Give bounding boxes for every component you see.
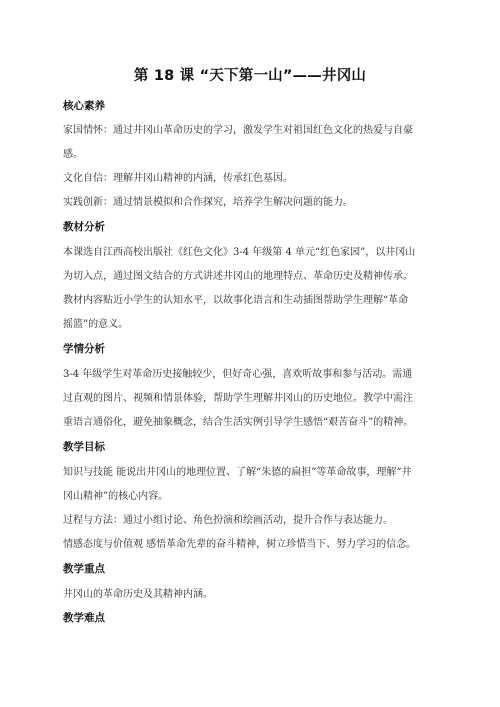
core-line-4: 实践创新：通过情景模拟和合作探究，培养学生解决问题的能力。	[63, 197, 353, 208]
lesson-title: 第 18 课 “天下第一山”——井冈山	[133, 68, 367, 84]
heading-teaching-goals: 教学目标	[63, 441, 105, 453]
focus-line-1: 井冈山的革命历史及其精神内涵。	[63, 589, 213, 600]
students-line-3: 重语言通俗化，避免抽象概念，结合生活实例引导学生感悟“艰苦奋斗”的精神。	[63, 417, 414, 428]
goals-line-2: 冈山精神”的核心内容。	[63, 491, 169, 502]
heading-student-analysis: 学情分析	[63, 343, 105, 355]
goals-line-4: 情感态度与价值观 感悟革命先辈的奋斗精神，树立珍惜当下、努力学习的信念。	[63, 539, 417, 550]
heading-textbook-analysis: 教材分析	[63, 221, 105, 233]
heading-teaching-focus: 教学重点	[63, 563, 105, 575]
core-line-2: 感。	[63, 149, 83, 160]
goals-line-3: 过程与方法：通过小组讨论、角色扮演和绘画活动，提升合作与表达能力。	[63, 515, 393, 526]
textbook-line-1: 本课选自江西高校出版社《红色文化》3-4 年级第 4 单元“红色家园”，以井冈山	[63, 247, 416, 258]
students-line-1: 3-4 年级学生对革命历史接触较少，但好奇心强，喜欢听故事和参与活动。需通	[63, 369, 413, 380]
textbook-line-3: 教材内容贴近小学生的认知水平，以故事化语言和生动插图帮助学生理解“革命	[63, 295, 409, 306]
core-line-1: 家国情怀：通过井冈山革命历史的学习，激发学生对祖国红色文化的热爱与自豪	[63, 125, 413, 136]
students-line-2: 过直观的图片、视频和情景体验，帮助学生理解井冈山的历史地位。教学中需注	[63, 393, 413, 404]
heading-core-literacy: 核心素养	[63, 100, 105, 112]
core-line-3: 文化自信：理解井冈山精神的内涵，传承红色基因。	[63, 173, 293, 184]
textbook-line-2: 为切入点，通过图文结合的方式讲述井冈山的地理特点、革命历史及精神传承。	[63, 271, 413, 282]
goals-line-1: 知识与技能 能说出井冈山的地理位置、了解“朱德的扁担”等革命故事，理解“井	[63, 467, 412, 478]
heading-teaching-difficulty: 教学难点	[63, 612, 105, 624]
textbook-line-4: 摇篮”的意义。	[63, 319, 129, 330]
